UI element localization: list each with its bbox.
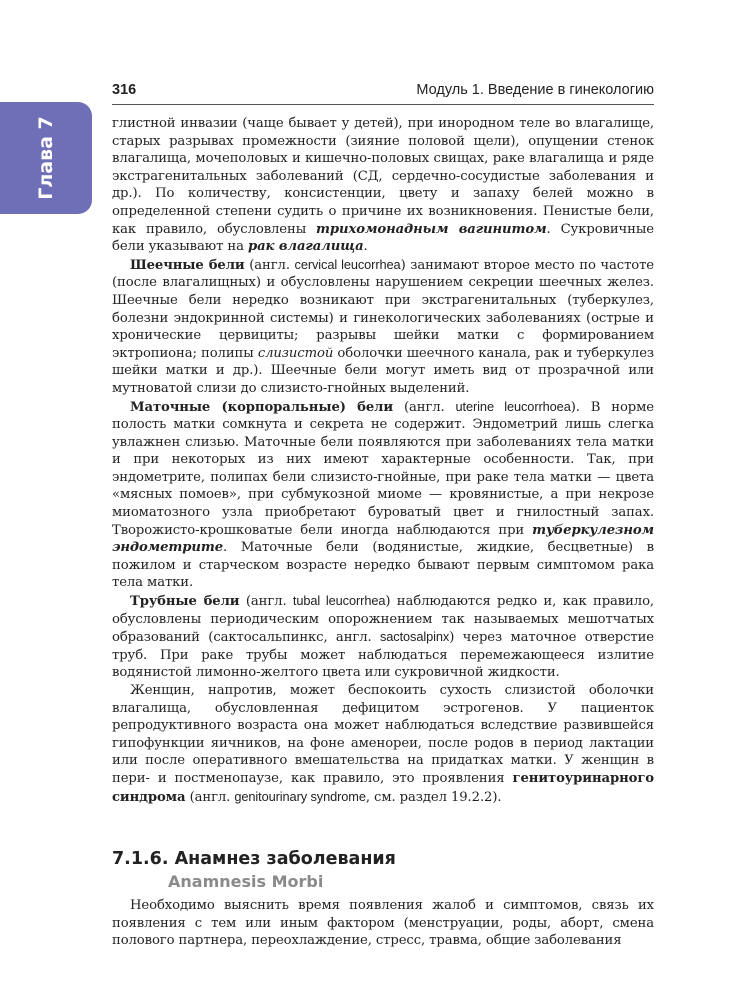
latin-term: sactosalpinx	[379, 629, 450, 645]
text-run: (англ.	[244, 257, 295, 273]
term-cervical: Шеечные бели	[130, 257, 245, 273]
text-run: ) занимают второе место по частоте (после влагалищных) и обусловлены нарушением секреции шеечных желез. Шеечные бели нередко возникают при экстрагенитальных (туберкулез, болезни эндокринной системы) и гинекологических заболеваниях (острые и хронические цервициты; разрывы шейки матки с формированием эктропиона; полипы	[112, 257, 655, 361]
text-run: глистной инвазии (чаще бывает у детей), при инородном теле во влагалище, старых разрывах промежности (зияние половой щели), опущении стенок влагалища, мочеполовых и кишечно-половых свищах, раке влагалища и ряде экстрагенитальных заболеваний (СД, сердечно-сосудистые заболевания и др.). По количеству, консистенции, цвету и запаху белей можно в определенной степени судить о причине их возникновения. Пенистые бели, как правило, обусловлены	[112, 116, 654, 237]
term-tubal: Трубные бели	[130, 594, 240, 610]
latin-term: uterine leucorrhoea	[455, 398, 571, 414]
page-header	[112, 82, 654, 105]
text-run: ). В норме полость матки сомкнута и секрета не содержит. Эндометрий лишь слегка увлажнен слизью. Маточные бели появляются при заболеваниях тела матки и при некоторых из них имеют характерные особенности. Так, при эндометрите, полипах бели слизисто-гнойные, при раке тела матки — цвета «мясных помоев», при субмукозной миоме — кровянистые, а при некрозе миоматозного узла приобретают буроватый цвет и гнилостный запах. Творожисто-крошковатые бели иногда наблюдаются при	[112, 399, 654, 538]
text-run: ) наблюдаются редко и, как правило, обусловлены периодическим опорожнением так называемых мешотчатых образований (сактосальпинкс, англ.	[112, 594, 655, 646]
paragraph-dryness	[112, 682, 654, 806]
paragraph-uterine	[112, 398, 654, 593]
emphasis: рак влагалища	[247, 239, 364, 255]
text-run: . Сукровичные бели указывают на	[112, 221, 654, 255]
running-title: Модуль 1. Введение в гинекологию	[416, 82, 654, 98]
section-subtitle: Anamnesis Morbi	[168, 872, 324, 891]
chapter-tab	[0, 102, 92, 214]
section-text	[112, 897, 654, 950]
latin-term: tubal leucorrhea	[292, 593, 386, 609]
emphasis: слизистой	[257, 345, 334, 361]
text-run: (англ.	[185, 789, 235, 805]
text-run: ) через маточное отверстие труб. При раке трубы может наблюдаться перемежающееся излитие водянистой лимонно-желтого цвета или сукровичной жидкости.	[112, 630, 654, 681]
paragraph-cervical	[112, 256, 654, 398]
text-run: Женщин, напротив, может беспокоить сухость слизистой оболочки влагалища, обусловленная дефицитом эстрогенов. У пациенток репродуктивного возраста она может наблюдаться вследствие развившейся гипофункции яичников, на фоне аменореи, после родов в период лактации или после оперативного вмешательства на придатках матки. У женщин в пери- и постменопаузе, как правило, это проявления	[112, 683, 654, 786]
paragraph-anamnesis: Необходимо выяснить время появления жалоб и симптомов, связь их появления с тем или иным фактором (менструации, роды, аборт, смена полового партнера, переохлаждение, стресс, травма, общие заболевания	[112, 898, 654, 949]
term-genitourinary: генитоуринарного синдрома	[112, 770, 654, 805]
paragraph-tubal	[112, 592, 654, 682]
emphasis: туберкулезном эндометрите	[112, 522, 654, 556]
text-run: . Маточные бели (водянистые, жидкие, бесцветные) в пожилом и старческом возрасте нередко бывают первым симптомом рака тела матки.	[112, 540, 654, 591]
body-text	[112, 115, 654, 806]
text-run: оболочки шеечного канала, рак и туберкулез шейки матки и др.). Шеечные бели могут иметь вид от прозрачной или мутноватой слизи до слизисто-гнойных выделений.	[112, 345, 654, 396]
latin-term: cervical leucorrhea	[294, 256, 401, 272]
emphasis: трихомонадным вагинитом	[316, 221, 547, 237]
term-uterine: Маточные (корпоральные) бели	[130, 399, 394, 415]
paragraph-1	[112, 115, 654, 256]
text-run: .	[363, 239, 368, 255]
chapter-tab-label: Глава 7	[35, 116, 57, 200]
text-run: (англ.	[393, 399, 456, 415]
page-number: 316	[112, 82, 137, 98]
latin-term: genitourinary syndrome	[234, 788, 366, 804]
text-run: (англ.	[239, 594, 293, 610]
section-title: 7.1.6. Анамнез заболевания	[112, 849, 396, 869]
text-run: , см. раздел 19.2.2).	[365, 789, 502, 805]
